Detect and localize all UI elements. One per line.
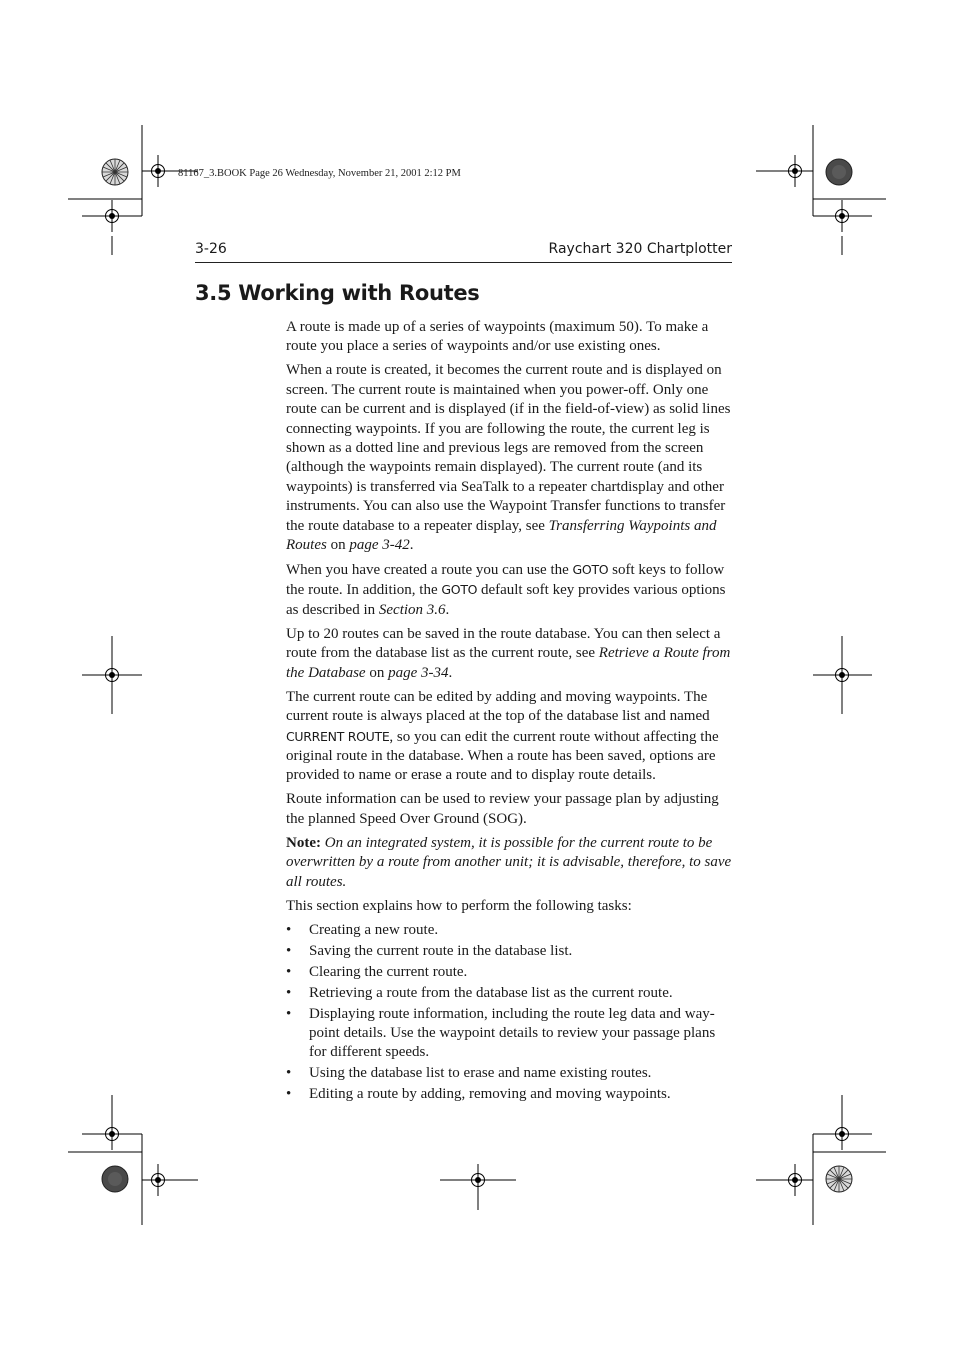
list-item: • Editing a route by adding, removing and moving waypoints.	[286, 1085, 732, 1104]
paragraph-route-info: Route information can be used to review your passage plan by adjusting the planned Speed Over Ground (SOG).	[286, 791, 719, 827]
bullet-icon: •	[286, 1005, 292, 1022]
book-title: Raychart 320 Chartplotter	[548, 241, 732, 257]
gray-patch-icon	[102, 1166, 128, 1192]
softkey-label: GOTO	[572, 562, 609, 578]
bullet-icon: •	[286, 921, 292, 938]
paragraph-current-route: When a route is created, it becomes the current route and is displayed on screen. The current route is maintained when you power-off. Only one route can be current and is displayed (if in the field-of-view) as solid lines connecting waypoints. If you are following the route, the current leg is shown as a dotted line and previous legs are removed from the screen (although the waypoints remain displayed). The current route (and its waypoints) is transferred via SeaTalk to a repeater chartdisplay and other instruments. You can also use the Waypoint Transfer functions to transfer the route database to a repeater display, see Transferring Waypoints and Routes on page 3-42.	[286, 362, 731, 554]
list-item: • Saving the current route in the database list.	[286, 942, 732, 961]
paragraph-edit-route: The current route can be edited by adding and moving waypoints. The current route is always placed at the top of the database list and named CURRENT ROUTE, so you can edit the current route without affecting the original route in the database. When a route has been saved, options are provided to name or erase a route and to display route details.	[286, 688, 719, 784]
section-body	[286, 318, 732, 1106]
softkey-label: CURRENT ROUTE	[286, 728, 390, 744]
paragraph-goto: When you have created a route you can use the GOTO soft keys to follow the route. In addition, the GOTO default soft key provides various options as described in Section 3.6.	[286, 562, 726, 618]
list-item: • Using the database list to erase and name existing routes.	[286, 1064, 732, 1083]
softkey-label: GOTO	[441, 582, 478, 598]
task-list	[286, 921, 732, 1105]
page-reference-link[interactable]: page 3-34	[388, 664, 449, 681]
note-text: On an integrated system, it is possible for the current route to be overwritten by a route from another unit; it is advisable, therefore, to save all routes.	[286, 834, 732, 890]
star-target-icon	[826, 1166, 852, 1192]
cross-reference-link[interactable]: Transferring Waypoints and Routes	[286, 517, 717, 554]
star-target-icon	[102, 159, 128, 185]
cross-reference-link[interactable]: Section 3.6	[378, 601, 446, 618]
gray-patch-icon	[826, 159, 852, 185]
paragraph-intro: A route is made up of a series of waypoints (maximum 50). To make a route you place a series of waypoints and/or use existing ones.	[286, 319, 709, 355]
bullet-icon: •	[286, 1086, 292, 1103]
note	[286, 834, 732, 892]
section-title: 3.5 Working with Routes	[195, 281, 480, 305]
bullet-icon: •	[286, 984, 292, 1001]
list-item: • Retrieving a route from the database list as the current route.	[286, 984, 732, 1003]
bullet-icon: •	[286, 963, 292, 980]
list-item: • Clearing the current route.	[286, 963, 732, 982]
cross-reference-link[interactable]: Retrieve a Route from the Database	[286, 645, 731, 681]
page-number: 3-26	[195, 241, 227, 257]
list-item: • Displaying route information, including the route leg data and way-point details. Use the waypoint details to review your passage plans for different speeds.	[286, 1005, 716, 1061]
print-slug: 81167_3.BOOK Page 26 Wednesday, November 21, 2001 2:12 PM	[178, 168, 461, 179]
paragraph-tasks-intro: This section explains how to perform the following tasks:	[286, 897, 632, 914]
bullet-icon: •	[286, 1065, 292, 1082]
list-item: • Creating a new route.	[286, 921, 732, 940]
bullet-icon: •	[286, 942, 292, 959]
paragraph-route-database: Up to 20 routes can be saved in the route database. You can then select a route from the database list as the current route, see Retrieve a Route from the Database on page 3-34.	[286, 625, 731, 681]
note-label: Note:	[286, 834, 321, 851]
page-reference-link[interactable]: page 3-42	[349, 537, 410, 554]
running-header	[195, 238, 732, 263]
